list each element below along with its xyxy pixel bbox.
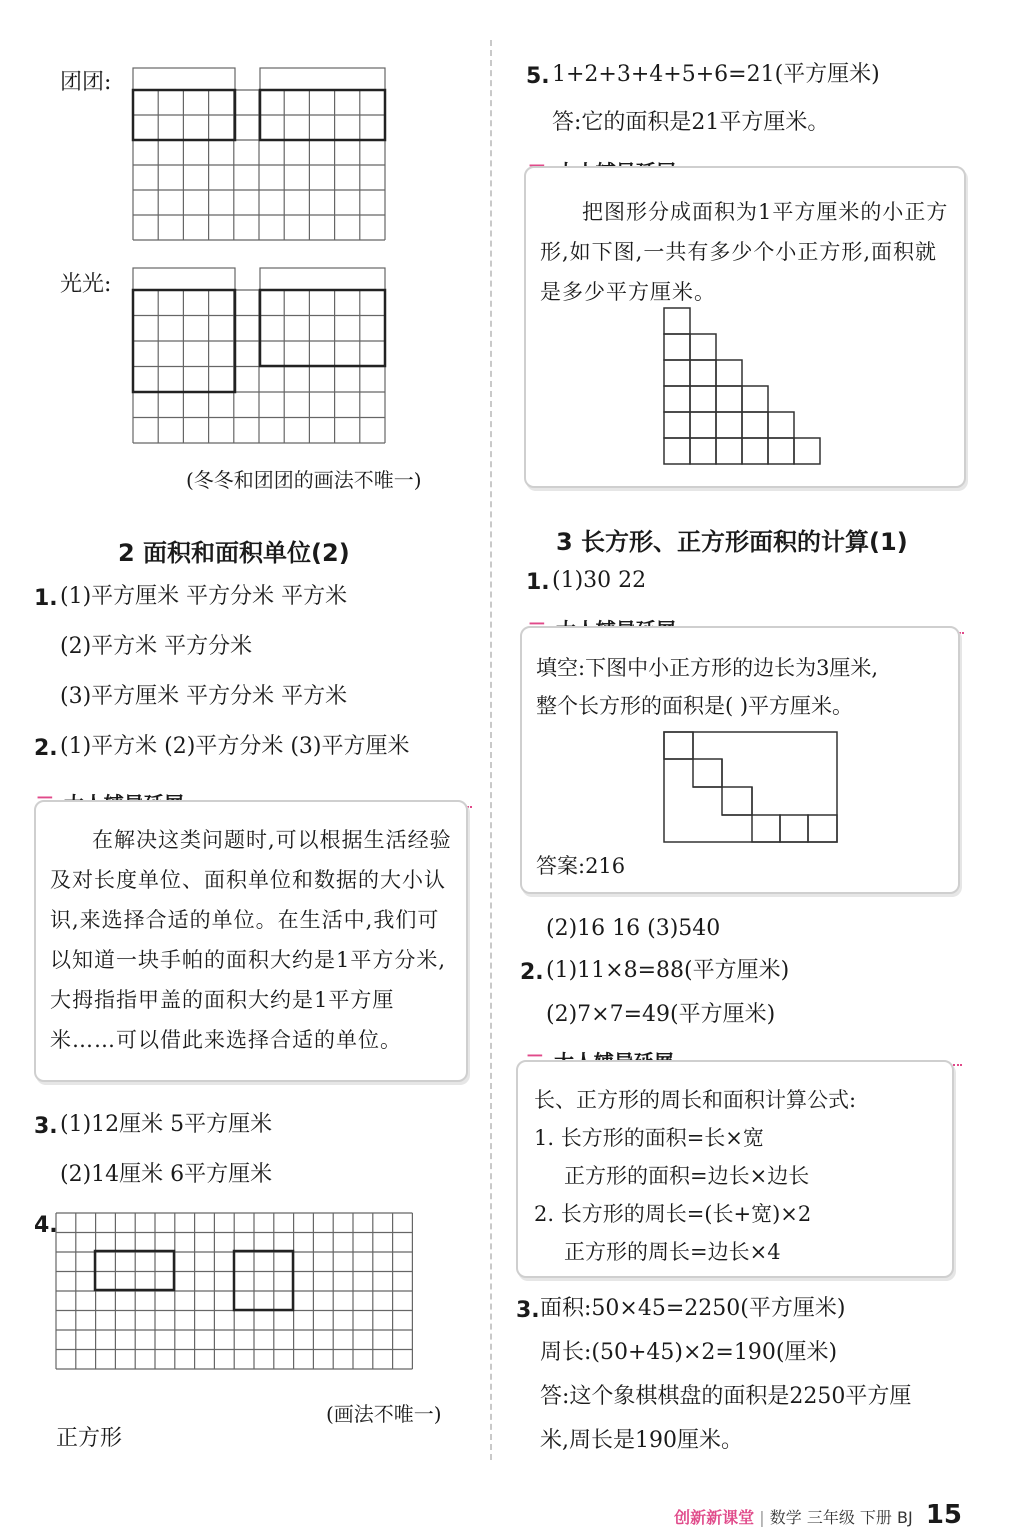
page-number: 15 bbox=[925, 1500, 962, 1530]
r-q1-line1: (1)30 22 bbox=[552, 568, 647, 593]
section-title-2: 2 面积和面积单位(2) bbox=[118, 539, 350, 567]
ext3-line4: 2. 长方形的周长=(长+宽)×2 bbox=[534, 1202, 812, 1226]
q2-line: (1)平方米 (2)平方分米 (3)平方厘米 bbox=[60, 734, 410, 759]
note-drawing-not-unique-2: (画法不唯一) bbox=[326, 1402, 442, 1426]
q3-line1: (1)12厘米 5平方厘米 bbox=[60, 1112, 273, 1137]
q4-grid bbox=[56, 1213, 416, 1373]
tuantuan-label: 团团: bbox=[60, 70, 112, 95]
extension-box-right-3 bbox=[516, 1060, 954, 1278]
r-q3-line2: 周长:(50+45)×2=190(厘米) bbox=[540, 1340, 838, 1365]
q1-line3: (3)平方厘米 平方分米 平方米 bbox=[60, 684, 348, 709]
r-q3-line3: 答:这个象棋棋盘的面积是2250平方厘 bbox=[540, 1384, 912, 1409]
r-q3-number: 3. bbox=[516, 1298, 540, 1323]
q1-number: 1. bbox=[34, 586, 58, 611]
section-title-3: 3 长方形、正方形面积的计算(1) bbox=[556, 528, 908, 556]
ext3-line5: 正方形的周长=边长×4 bbox=[564, 1240, 781, 1264]
q4-number: 4. bbox=[34, 1213, 58, 1238]
ext2-answer: 答案:216 bbox=[536, 854, 626, 878]
q1-line1: (1)平方厘米 平方分米 平方米 bbox=[60, 584, 348, 609]
extension-box-right-1 bbox=[524, 166, 966, 488]
r-q3-line1: 面积:50×45=2250(平方厘米) bbox=[540, 1296, 846, 1321]
ext2-line1: 填空:下图中小正方形的边长为3厘米, bbox=[536, 656, 879, 680]
q1-line2: (2)平方米 平方分米 bbox=[60, 634, 253, 659]
r-q3-line4: 米,周长是190厘米。 bbox=[540, 1428, 743, 1453]
guangguang-grid bbox=[133, 268, 393, 448]
ext3-line2: 1. 长方形的面积=长×宽 bbox=[534, 1126, 764, 1150]
book-info: 数学 三年级 下册 BJ bbox=[769, 1508, 913, 1527]
ext2-line2: 整个长方形的面积是( )平方厘米。 bbox=[536, 694, 854, 718]
q2-number: 2. bbox=[34, 736, 58, 761]
r-q1-number: 1. bbox=[526, 570, 550, 595]
square-answer: 正方形 bbox=[56, 1426, 123, 1451]
r-q5-number: 5. bbox=[526, 64, 550, 89]
guangguang-label: 光光: bbox=[60, 272, 112, 297]
r-q2-line1: (1)11×8=88(平方厘米) bbox=[546, 958, 790, 983]
r-q1-line2: (2)16 16 (3)540 bbox=[546, 916, 721, 941]
r-q5-line1: 1+2+3+4+5+6=21(平方厘米) bbox=[552, 62, 880, 87]
q3-number: 3. bbox=[34, 1114, 58, 1139]
ext3-line1: 长、正方形的周长和面积计算公式: bbox=[534, 1088, 857, 1112]
extension-text: 在解决这类问题时,可以根据生活经验及对长度单位、面积单位和数据的大小认识,来选择合适的单位。在生活中,我们可以知道一块手帕的面积大约是1平方分米,大拇指指甲盖的面积大约是1平方厘米……可以借此来选择合适的单位。 bbox=[50, 828, 452, 1052]
ext3-line3: 正方形的面积=边长×边长 bbox=[564, 1164, 810, 1188]
tuantuan-grid bbox=[133, 68, 393, 248]
column-divider bbox=[490, 40, 492, 1460]
rectangle-steps-figure bbox=[664, 732, 839, 844]
r-q5-line2: 答:它的面积是21平方厘米。 bbox=[552, 110, 830, 135]
staircase-figure bbox=[664, 308, 829, 468]
q3-line2: (2)14厘米 6平方厘米 bbox=[60, 1162, 273, 1187]
extension-text: 把图形分成面积为1平方厘米的小正方形,如下图,一共有多少个小正方形,面积就是多少平方厘米。 bbox=[540, 200, 949, 304]
note-drawing-not-unique: (冬冬和团团的画法不唯一) bbox=[186, 468, 422, 492]
extension-box-right-2 bbox=[520, 626, 960, 894]
r-q2-line2: (2)7×7=49(平方厘米) bbox=[546, 1002, 776, 1027]
page-footer: 创新新课堂 | 数学 三年级 下册 BJ 15 bbox=[674, 1500, 962, 1530]
r-q2-number: 2. bbox=[520, 960, 544, 985]
brand-name: 创新新课堂 bbox=[674, 1508, 755, 1527]
extension-box-left bbox=[34, 800, 468, 1082]
